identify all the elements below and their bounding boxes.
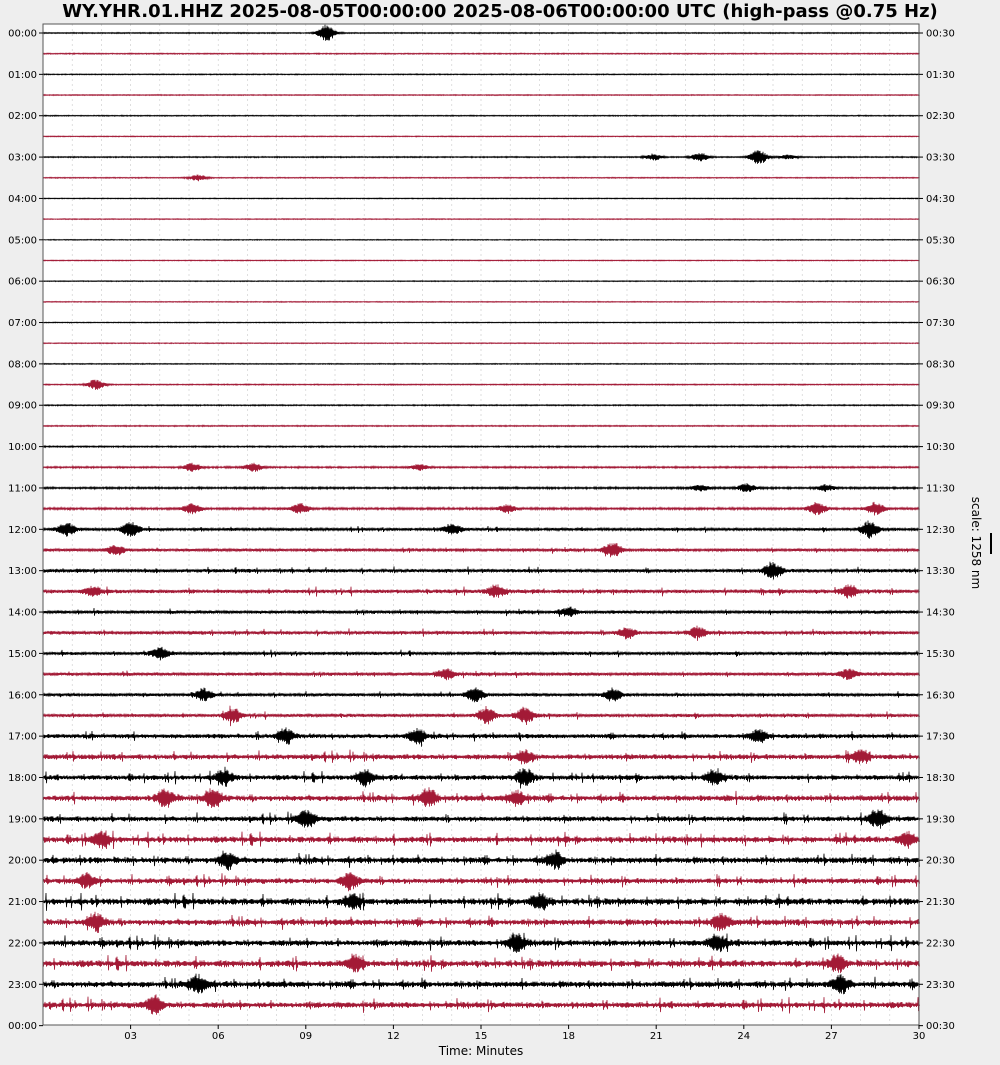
right-time-label: 17:30 (926, 731, 955, 743)
right-time-label: 15:30 (926, 648, 955, 660)
left-time-label: 12:00 (8, 524, 37, 536)
x-tick-label: 27 (825, 1031, 838, 1042)
right-time-label: 12:30 (926, 524, 955, 536)
left-time-label: 22:00 (8, 938, 37, 950)
right-time-label: 19:30 (926, 814, 955, 826)
left-time-label: 14:00 (8, 607, 37, 619)
left-time-label: 19:00 (8, 814, 37, 826)
right-time-label: 05:30 (926, 235, 955, 247)
trace-row-11 (43, 260, 920, 261)
x-tick-label: 06 (211, 1031, 225, 1042)
left-time-labels (8, 29, 43, 1033)
right-time-label: 14:30 (926, 607, 955, 619)
left-time-label: 10:00 (8, 442, 37, 454)
x-tick-label: 21 (649, 1031, 663, 1042)
x-tick-label: 15 (474, 1031, 488, 1042)
x-axis-label: Time: Minutes (438, 1044, 524, 1058)
left-time-label: 11:00 (8, 483, 37, 495)
right-time-label: 13:30 (926, 566, 955, 578)
left-time-label: 04:00 (8, 193, 37, 205)
trace-row-13 (43, 301, 920, 302)
right-time-label: 10:30 (926, 442, 955, 454)
right-time-label: 09:30 (926, 400, 955, 412)
trace-row-4 (43, 115, 920, 116)
x-tick-label: 30 (912, 1031, 926, 1042)
right-time-label: 18:30 (926, 772, 955, 784)
x-axis-ticks (124, 1025, 925, 1042)
x-tick-label: 09 (299, 1031, 313, 1042)
right-time-label: 22:30 (926, 938, 955, 950)
left-time-label: 00:00 (8, 28, 37, 40)
right-time-label: 03:30 (926, 152, 955, 164)
right-time-label: 11:30 (926, 483, 955, 495)
x-tick-label: 18 (562, 1031, 575, 1042)
left-time-label: 13:00 (8, 566, 37, 578)
left-time-label: 15:00 (8, 648, 37, 660)
right-time-label: 07:30 (926, 318, 955, 330)
right-time-label: 21:30 (926, 897, 955, 909)
left-time-label: 23:00 (8, 979, 37, 991)
trace-row-10 (43, 239, 920, 240)
left-time-label: 05:00 (8, 235, 37, 247)
right-time-label: 06:30 (926, 276, 955, 288)
left-time-label: 09:00 (8, 400, 37, 412)
left-time-label: 17:00 (8, 731, 37, 743)
right-time-label: 16:30 (926, 690, 955, 702)
right-time-label: 00:30 (926, 1021, 955, 1033)
chart-title: WY.YHR.01.HHZ 2025-08-05T00:00:00 2025-08-06T00:00:00 UTC (high-pass @0.75 Hz) (62, 1, 938, 22)
right-time-label: 23:30 (926, 979, 955, 991)
left-time-label: 03:00 (8, 152, 37, 164)
x-tick-label: 12 (387, 1031, 400, 1042)
left-time-label: 08:00 (8, 359, 37, 371)
right-time-label: 04:30 (926, 193, 955, 205)
left-time-label: 20:00 (8, 855, 37, 867)
left-time-label: 06:00 (8, 276, 37, 288)
left-time-label: 00:00 (8, 1021, 37, 1033)
scale-label: scale: 1258 nm (969, 496, 983, 590)
trace-row-8 (43, 198, 920, 199)
right-time-label: 08:30 (926, 359, 955, 371)
left-time-label: 18:00 (8, 772, 37, 784)
right-time-label: 01:30 (926, 69, 955, 81)
x-tick-label: 24 (737, 1031, 751, 1042)
right-time-label: 02:30 (926, 111, 955, 123)
x-tick-label: 03 (124, 1031, 137, 1042)
trace-row-9 (43, 219, 920, 220)
right-time-label: 20:30 (926, 855, 955, 867)
right-time-labels (919, 29, 955, 1033)
left-time-label: 07:00 (8, 318, 37, 330)
left-time-label: 01:00 (8, 69, 37, 81)
trace-row-16 (43, 363, 920, 364)
left-time-label: 21:00 (8, 897, 37, 909)
left-time-label: 02:00 (8, 111, 37, 123)
left-time-label: 16:00 (8, 690, 37, 702)
right-time-label: 00:30 (926, 28, 955, 40)
trace-row-15 (43, 343, 920, 344)
